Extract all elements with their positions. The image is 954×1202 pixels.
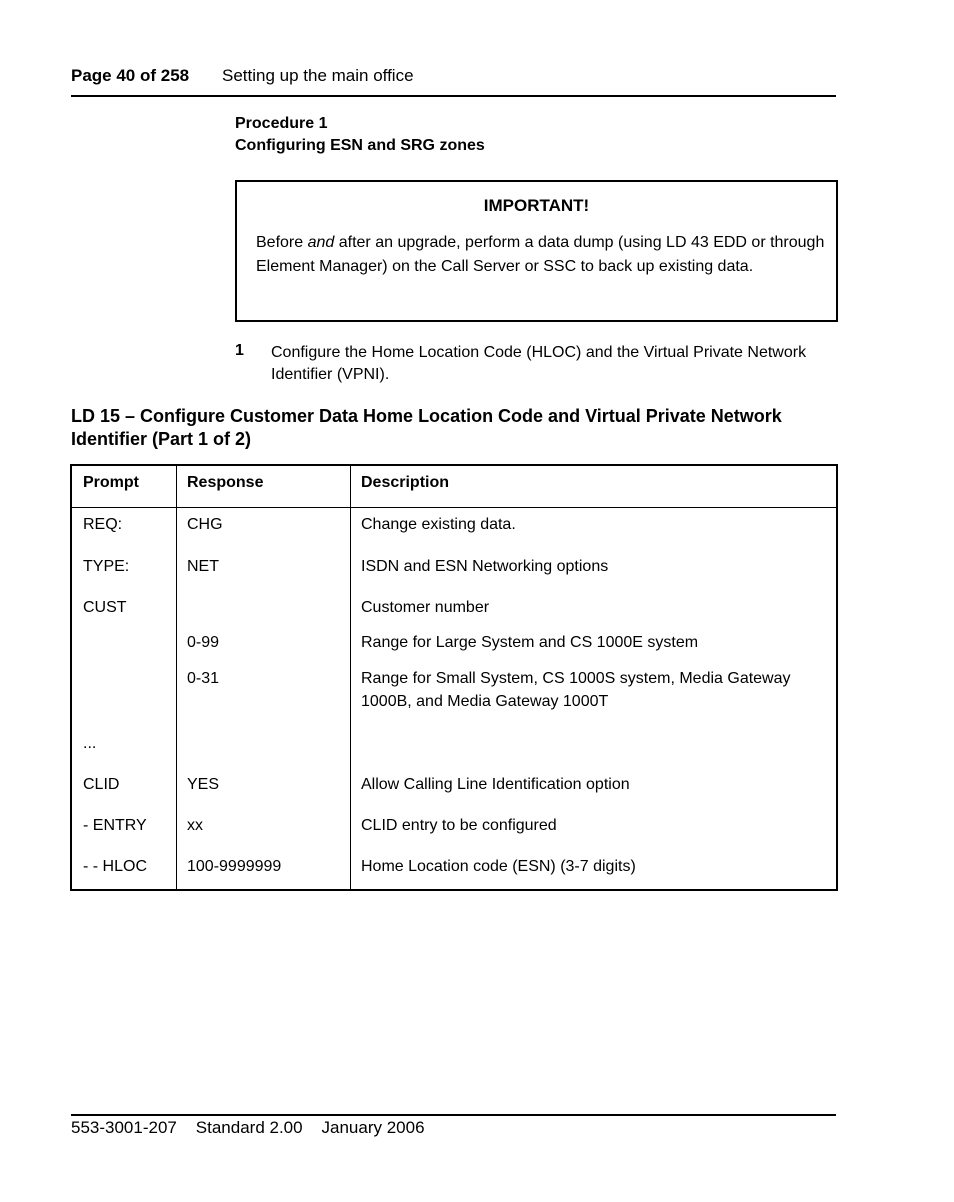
table-cell-response: YES (187, 776, 220, 793)
footer-rule (71, 1114, 836, 1116)
important-text-after: after an upgrade, perform a data dump (using LD 43 EDD or through Element Manager) on the Call Server or SSC to back up existing data. (256, 234, 825, 275)
ld15-table (70, 464, 838, 891)
important-text-before: Before (256, 234, 308, 251)
procedure-heading (235, 113, 485, 157)
table-title: LD 15 – Configure Customer Data Home Location Code and Virtual Private Network Identifier (Part 1 of 2) (71, 406, 782, 449)
important-heading: IMPORTANT! (483, 196, 590, 215)
table-cell-prompt: ... (83, 735, 97, 752)
table-cell-response: 0-99 (187, 634, 220, 651)
important-text-italic: and (307, 234, 335, 251)
table-cell-prompt: - ENTRY (83, 817, 147, 834)
step-number: 1 (235, 342, 244, 359)
procedure-number: Procedure 1 (235, 115, 328, 132)
footer-date: January 2006 (321, 1118, 425, 1137)
footer-doc-number: 553-3001-207 (71, 1118, 177, 1137)
table-cell-description: Range for Large System and CS 1000E system (361, 634, 699, 651)
table-cell-prompt: CLID (83, 776, 120, 793)
table-cell-prompt: - - HLOC (83, 858, 147, 875)
step-text: Configure the Home Location Code (HLOC) and the Virtual Private Network Identifier (VPNI). (271, 344, 807, 383)
table-cell-response: 100-9999999 (187, 858, 282, 875)
important-text (256, 231, 826, 279)
important-box (235, 180, 838, 322)
column-divider (176, 466, 177, 889)
table-cell-description: ISDN and ESN Networking options (361, 558, 609, 575)
section-title: Setting up the main office (222, 66, 414, 85)
footer-standard: Standard 2.00 (195, 1118, 303, 1137)
column-header-description: Description (361, 474, 450, 491)
header-divider (72, 507, 836, 508)
table-cell-response: NET (187, 558, 219, 575)
footer (71, 1118, 425, 1138)
procedure-title: Configuring ESN and SRG zones (235, 137, 485, 154)
column-header-response: Response (187, 474, 264, 491)
table-cell-prompt: REQ: (83, 516, 123, 533)
table-cell-description: CLID entry to be configured (361, 817, 557, 834)
table-cell-response: xx (187, 817, 203, 834)
table-cell-description: Home Location code (ESN) (3-7 digits) (361, 858, 636, 875)
column-header-prompt: Prompt (83, 474, 139, 491)
column-divider (350, 466, 351, 889)
page-number: Page 40 of 258 (71, 66, 190, 85)
table-cell-description: Customer number (361, 599, 490, 616)
table-cell-description: Change existing data. (361, 516, 516, 533)
table-cell-prompt: CUST (83, 599, 127, 616)
header-rule (71, 95, 836, 97)
table-cell-response: CHG (187, 516, 223, 533)
table-cell-prompt: TYPE: (83, 558, 130, 575)
table-cell-description: Allow Calling Line Identification option (361, 776, 630, 793)
table-cell-response: 0-31 (187, 670, 220, 687)
table-cell-description: Range for Small System, CS 1000S system, Media Gateway 1000B, and Media Gateway 1000T (361, 670, 791, 710)
